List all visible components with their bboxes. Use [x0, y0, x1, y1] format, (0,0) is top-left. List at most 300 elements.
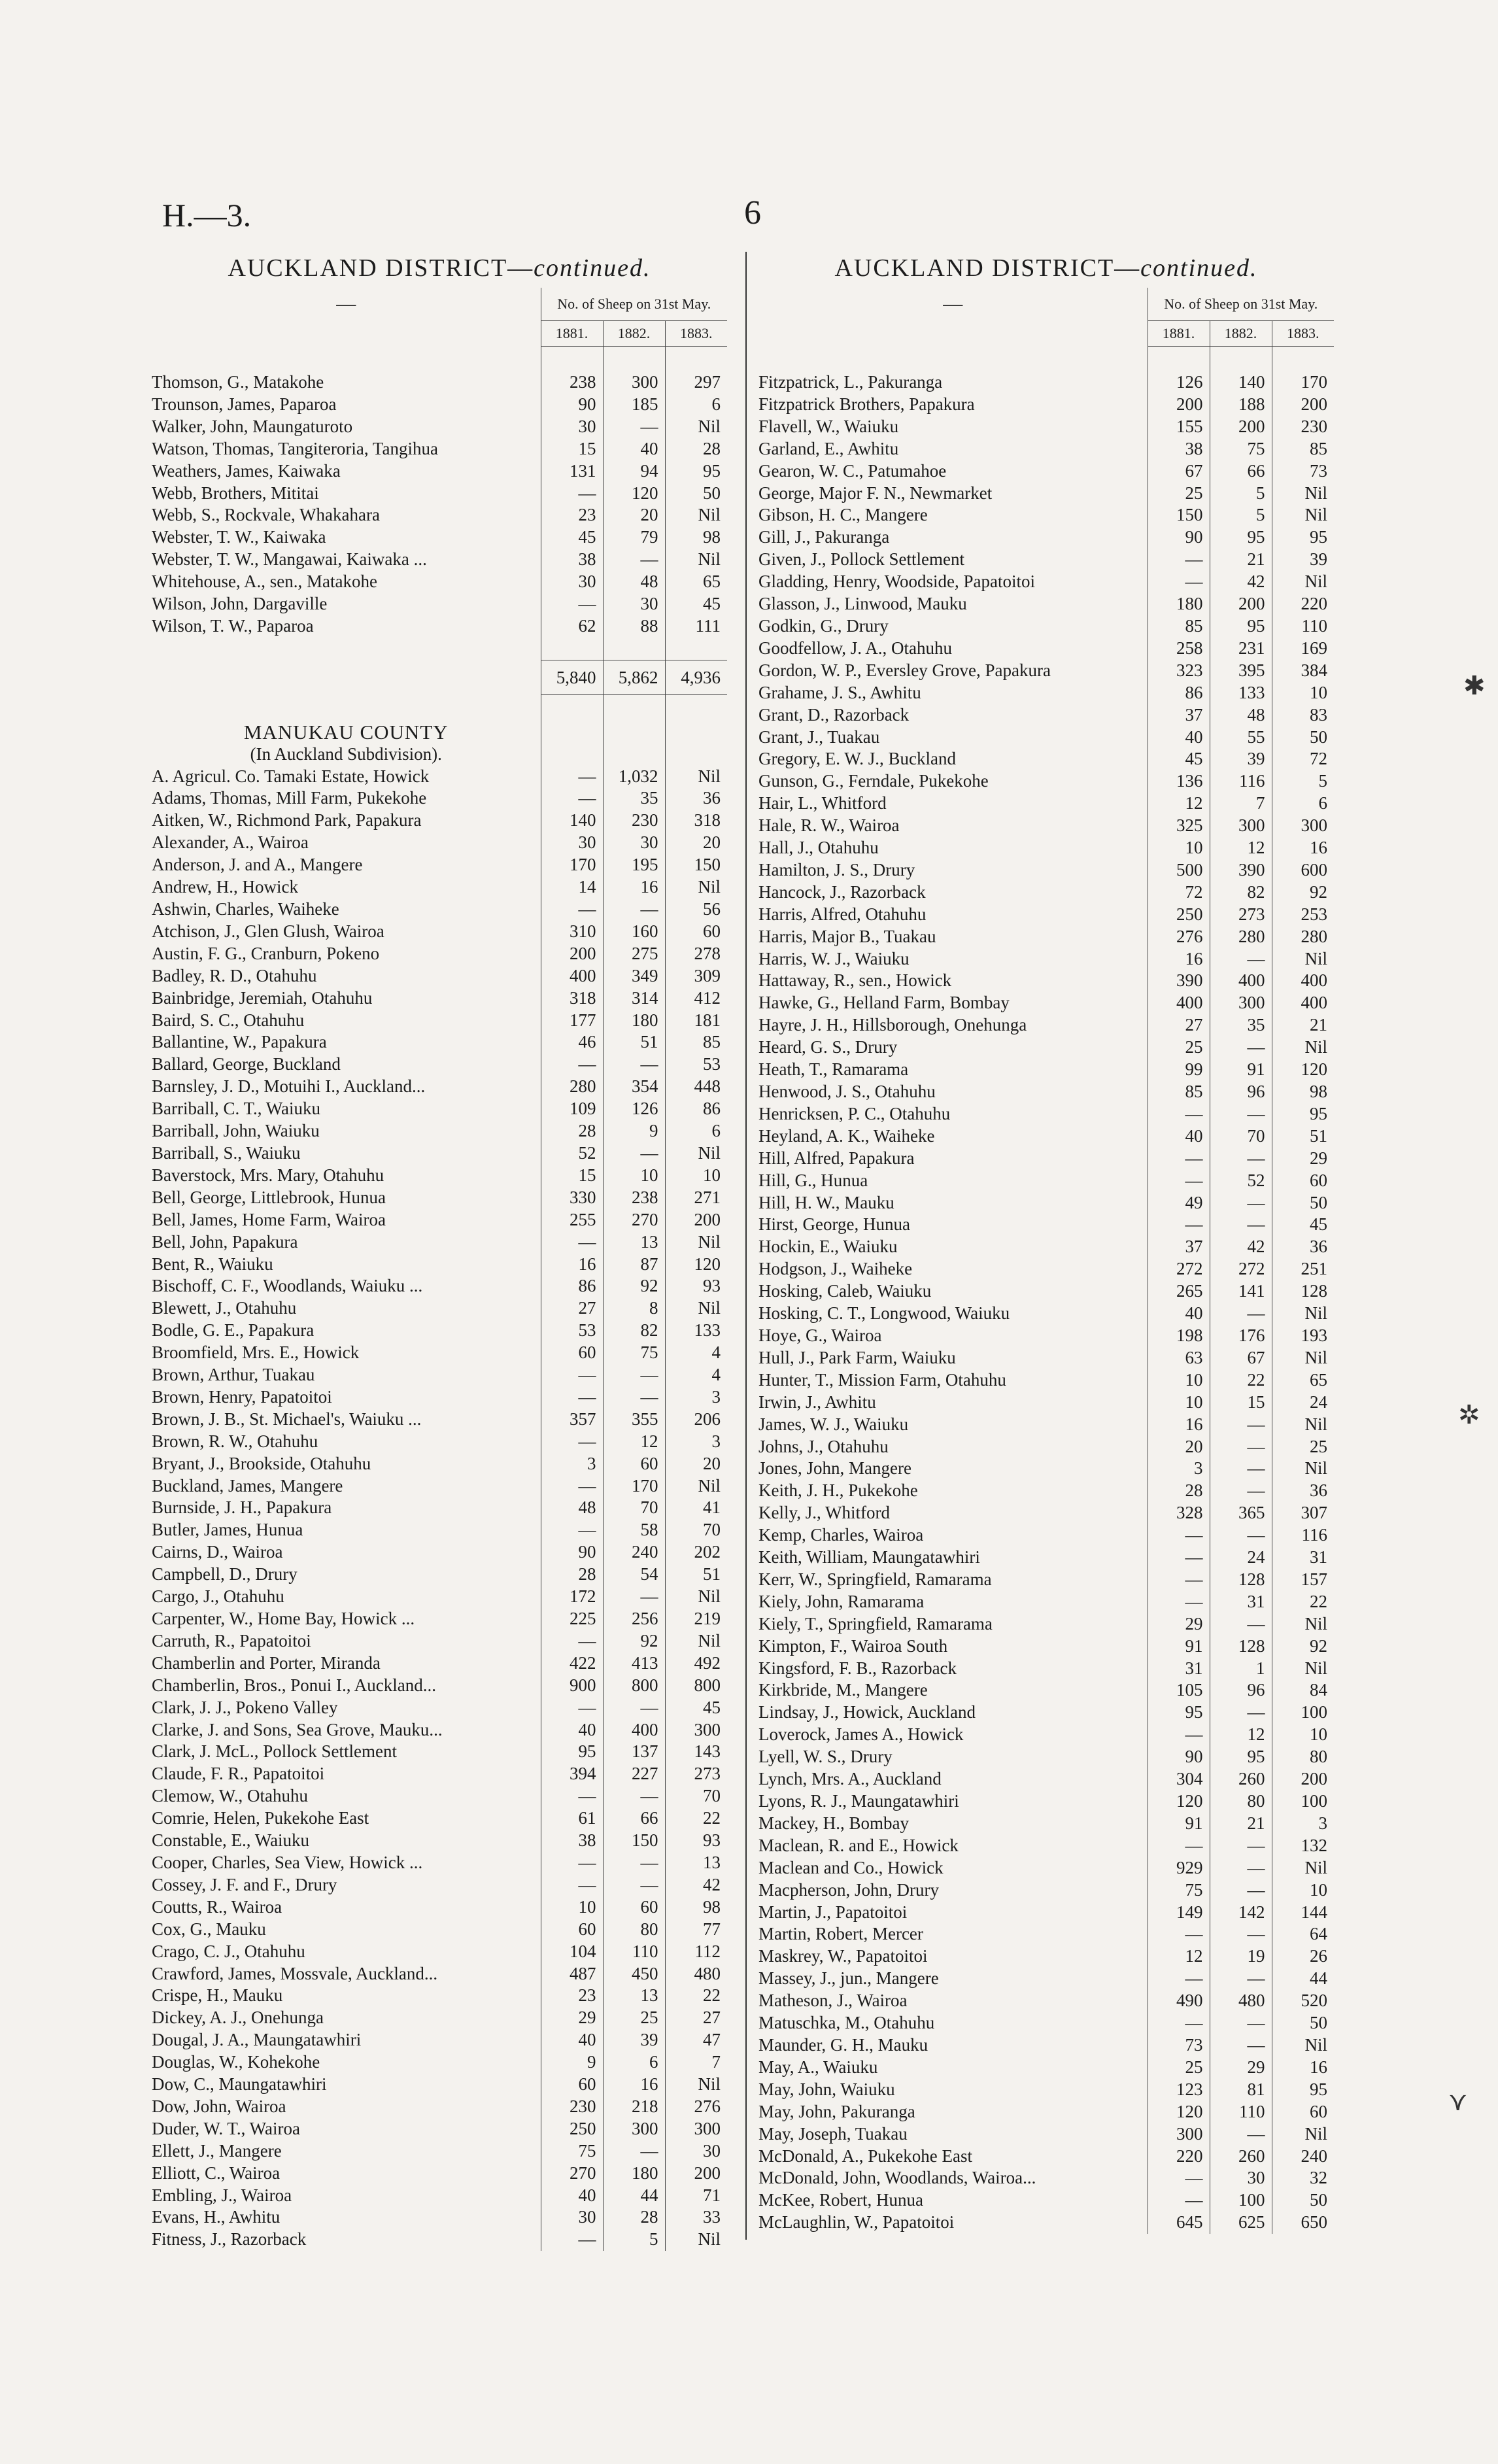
- table-row: [758, 1835, 1334, 1857]
- table-row: [758, 859, 1334, 881]
- sheep-count: 6: [1272, 793, 1334, 815]
- table-row: [758, 1258, 1334, 1280]
- owner-name: Trounson, James, Paparoa: [152, 394, 337, 414]
- sheep-count: —: [1148, 1835, 1210, 1857]
- owner-name: McDonald, A., Pukekohe East: [758, 2146, 972, 2166]
- owner-name: Cargo, J., Otahuhu: [152, 1586, 284, 1607]
- owner-name: Hockin, E., Waiuku: [758, 1237, 898, 1257]
- owner-name: Harris, Alfred, Otahuhu: [758, 904, 927, 924]
- owner-name: Dougal, J. A., Maungatawhiri: [152, 2030, 362, 2050]
- sheep-count: 15: [541, 1165, 603, 1187]
- owner-name: Irwin, J., Awhitu: [758, 1392, 876, 1412]
- sheep-count: 48: [541, 1497, 603, 1519]
- sheep-count: 95: [1272, 1103, 1334, 1125]
- sheep-count: 487: [541, 1963, 603, 1985]
- sheep-count: 141: [1210, 1280, 1272, 1303]
- table-row: [152, 1275, 727, 1297]
- sheep-count: —: [541, 1785, 603, 1807]
- sheep-count: —: [1210, 1036, 1272, 1059]
- sheep-count: Nil: [1272, 948, 1334, 970]
- table-row: [152, 1519, 727, 1541]
- right-column: [758, 248, 1334, 2234]
- owner-name: Clark, J. J., Pokeno Valley: [152, 1697, 338, 1717]
- sheep-count: —: [603, 1785, 665, 1807]
- sheep-count: 42: [665, 1874, 727, 1896]
- table-row: [152, 1941, 727, 1963]
- owner-name: Ellett, J., Mangere: [152, 2140, 282, 2161]
- owner-name: Crispe, H., Mauku: [152, 1985, 283, 2006]
- table-row: [152, 1187, 727, 1209]
- sheep-count: 490: [1148, 1990, 1210, 2012]
- sheep-count: 120: [1148, 2101, 1210, 2123]
- sheep-count: 95: [1272, 2079, 1334, 2101]
- owner-name: Jones, John, Mangere: [758, 1458, 911, 1479]
- table-row: [758, 992, 1334, 1014]
- sheep-count: 52: [1210, 1170, 1272, 1192]
- sheep-count: 600: [1272, 859, 1334, 881]
- owner-name: Martin, J., Papatoitoi: [758, 1902, 908, 1922]
- table-row: [758, 748, 1334, 770]
- sheep-count: —: [1210, 948, 1272, 970]
- sheep-count: 278: [665, 943, 727, 965]
- sheep-count: 230: [603, 810, 665, 832]
- sheep-count: 258: [1148, 638, 1210, 660]
- table-row: [758, 1436, 1334, 1458]
- sheep-count: 10: [1272, 682, 1334, 704]
- table-row: [758, 1790, 1334, 1813]
- sheep-count: 140: [1210, 371, 1272, 394]
- sheep-count: 180: [603, 1010, 665, 1032]
- owner-name: Lynch, Mrs. A., Auckland: [758, 1769, 942, 1789]
- sheep-count: 155: [1148, 416, 1210, 438]
- sheep-count: Nil: [665, 876, 727, 898]
- sheep-count: 3: [541, 1453, 603, 1475]
- sheep-count: 51: [1272, 1125, 1334, 1148]
- owner-name: A. Agricul. Co. Tamaki Estate, Howick: [152, 766, 430, 786]
- sheep-count: 112: [665, 1941, 727, 1963]
- sheep-count: 30: [541, 832, 603, 854]
- owner-name: Loverock, James A., Howick: [758, 1724, 964, 1745]
- sheep-count: 96: [1210, 1679, 1272, 1702]
- sheep-count: 300: [603, 2118, 665, 2140]
- table-row: [758, 704, 1334, 727]
- sheep-count: 240: [1272, 2146, 1334, 2168]
- table-row: [758, 1591, 1334, 1613]
- sheep-count: 13: [603, 1231, 665, 1254]
- sheep-count: 27: [665, 2007, 727, 2029]
- sheep-count: 35: [603, 787, 665, 810]
- sheep-count: 22: [1272, 1591, 1334, 1613]
- owner-name: Bell, George, Littlebrook, Hunua: [152, 1187, 386, 1207]
- sheep-count: 95: [1148, 1702, 1210, 1724]
- owner-name: Gunson, G., Ferndale, Pukekohe: [758, 771, 989, 791]
- owner-name: May, A., Waiuku: [758, 2057, 878, 2077]
- table-row: [152, 1453, 727, 1475]
- sheep-count: 520: [1272, 1990, 1334, 2012]
- sheep-count: —: [603, 416, 665, 438]
- table-row: [758, 1325, 1334, 1347]
- table-row: [152, 787, 727, 810]
- sheep-count: Nil: [665, 416, 727, 438]
- sheep-count: Nil: [1272, 1303, 1334, 1325]
- sheep-count: 65: [665, 571, 727, 593]
- table-row: [758, 1369, 1334, 1392]
- table-row: [758, 948, 1334, 970]
- sheep-count: 16: [541, 1254, 603, 1276]
- table-row: [758, 549, 1334, 571]
- sheep-count: 32: [1272, 2167, 1334, 2189]
- table-row: [758, 660, 1334, 682]
- table-row: [152, 921, 727, 943]
- sheep-count: 61: [541, 1807, 603, 1830]
- sheep-count: 86: [541, 1275, 603, 1297]
- sheep-count: Nil: [665, 2074, 727, 2096]
- owner-name: Austin, F. G., Cranburn, Pokeno: [152, 943, 380, 963]
- sheep-count: 67: [1210, 1347, 1272, 1369]
- sheep-count: 1,032: [603, 766, 665, 788]
- table-row: [758, 2146, 1334, 2168]
- sheep-count: 40: [1148, 1303, 1210, 1325]
- sheep-count: 52: [541, 1142, 603, 1165]
- owner-name: Matheson, J., Wairoa: [758, 1991, 908, 2011]
- sheep-count: 12: [603, 1431, 665, 1453]
- table-row: [152, 1852, 727, 1874]
- table-row: [758, 1103, 1334, 1125]
- sheep-count: 116: [1210, 770, 1272, 793]
- sheep-count: 300: [1210, 992, 1272, 1014]
- sheep-count: —: [1210, 1968, 1272, 1990]
- owner-name: Carruth, R., Papatoitoi: [152, 1630, 311, 1651]
- sheep-count: 29: [1148, 1613, 1210, 1635]
- sheep-count: —: [541, 1630, 603, 1652]
- sheep-count: 200: [1148, 394, 1210, 416]
- sheep-count: 227: [603, 1763, 665, 1785]
- owner-name: Barriball, C. T., Waiuku: [152, 1099, 321, 1119]
- owner-name: Hancock, J., Razorback: [758, 881, 926, 902]
- owner-name: Matuschka, M., Otahuhu: [758, 2013, 935, 2033]
- sheep-count: 800: [665, 1675, 727, 1697]
- sheep-count: 448: [665, 1076, 727, 1098]
- sheep-count: 180: [1148, 593, 1210, 615]
- owner-name: Webb, Brothers, Mititai: [152, 483, 319, 503]
- owner-name: Kimpton, F., Wairoa South: [758, 1635, 948, 1656]
- table-row: [152, 526, 727, 549]
- sheep-count: —: [1148, 1524, 1210, 1547]
- table-row: [152, 1320, 727, 1342]
- table-row: [758, 815, 1334, 837]
- sheep-count: 800: [603, 1675, 665, 1697]
- year-header: 1881.: [1148, 321, 1210, 347]
- sheep-count: —: [1210, 1214, 1272, 1236]
- owner-name: Gregory, E. W. J., Buckland: [758, 749, 956, 769]
- sheep-count: 142: [1210, 1902, 1272, 1924]
- table-row: [152, 1431, 727, 1453]
- sheep-count: Nil: [1272, 2123, 1334, 2146]
- sheep-count: 50: [1272, 727, 1334, 749]
- sheep-count: 3: [665, 1431, 727, 1453]
- table-row: [152, 438, 727, 460]
- owner-name: Martin, Robert, Mercer: [758, 1924, 923, 1944]
- sheep-count: 12: [1148, 793, 1210, 815]
- sheep-count: 70: [665, 1785, 727, 1807]
- sheep-count: 8: [603, 1297, 665, 1320]
- sheep-count: 273: [1210, 904, 1272, 926]
- table-row: [152, 1076, 727, 1098]
- sheep-count: —: [603, 1053, 665, 1076]
- owner-name: Harris, Major B., Tuakau: [758, 926, 936, 946]
- table-row: [758, 504, 1334, 526]
- table-row: [758, 615, 1334, 638]
- sheep-count: 5: [603, 2229, 665, 2251]
- sheep-count: —: [1210, 1923, 1272, 1945]
- sheep-count: 150: [665, 854, 727, 876]
- sheep-count: 50: [1272, 2189, 1334, 2212]
- sheep-count: 255: [541, 1209, 603, 1231]
- sheep-count: 88: [603, 615, 665, 638]
- sheep-count: 149: [1148, 1902, 1210, 1924]
- sheep-count: 71: [665, 2185, 727, 2207]
- table-row: [758, 970, 1334, 992]
- sheep-count: —: [1148, 549, 1210, 571]
- sheep-count: Nil: [1272, 571, 1334, 593]
- sheep-table-left: [152, 288, 727, 2251]
- sheep-count: 300: [603, 371, 665, 394]
- sheep-count: 95: [1210, 1746, 1272, 1768]
- table-row: [152, 371, 727, 394]
- sheep-count: 90: [1148, 1746, 1210, 1768]
- table-row: [152, 876, 727, 898]
- owner-name: Gibson, H. C., Mangere: [758, 505, 928, 525]
- sheep-count: 82: [1210, 881, 1272, 904]
- sheep-count: 21: [1272, 1014, 1334, 1036]
- table-row: [758, 1613, 1334, 1635]
- owner-name: Henricksen, P. C., Otahuhu: [758, 1103, 951, 1123]
- owner-name: Baird, S. C., Otahuhu: [152, 1010, 305, 1030]
- sheep-count: Nil: [665, 549, 727, 571]
- table-row: [758, 2079, 1334, 2101]
- sheep-count: 80: [1210, 1790, 1272, 1813]
- owner-name: Kirkbride, M., Mangere: [758, 1680, 928, 1700]
- sheep-count: 10: [603, 1165, 665, 1187]
- sheep-count: 56: [665, 898, 727, 921]
- sheep-count: 10: [1272, 1724, 1334, 1746]
- sheep-count: 280: [1272, 926, 1334, 948]
- owner-name: Thomson, G., Matakohe: [152, 372, 324, 392]
- sheep-count: 27: [1148, 1014, 1210, 1036]
- owner-name: Clemow, W., Otahuhu: [152, 1786, 308, 1806]
- sheep-count: 87: [603, 1254, 665, 1276]
- sheep-count: Nil: [1272, 1613, 1334, 1635]
- district-title: AUCKLAND DISTRICT—continued.: [228, 254, 651, 282]
- table-row: [152, 1541, 727, 1564]
- sheep-count: 170: [1272, 371, 1334, 394]
- sheep-count: —: [1148, 1148, 1210, 1170]
- sheep-count: 265: [1148, 1280, 1210, 1303]
- table-row: [758, 1990, 1334, 2012]
- table-row: [758, 1524, 1334, 1547]
- owner-name: Gearon, W. C., Patumahoe: [758, 460, 947, 481]
- sheep-count: —: [541, 787, 603, 810]
- sheep-count: 7: [665, 2051, 727, 2074]
- column-divider: [745, 252, 747, 2240]
- margin-mark: ✱: [1463, 671, 1486, 700]
- sheep-count: 188: [1210, 394, 1272, 416]
- owner-name: Kelly, J., Whitford: [758, 1503, 890, 1523]
- sheep-count: 280: [541, 1076, 603, 1098]
- table-row: [758, 438, 1334, 460]
- sheep-count: 144: [1272, 1902, 1334, 1924]
- sheep-count: 45: [1148, 748, 1210, 770]
- owner-name: Glasson, J., Linwood, Mauku: [758, 594, 967, 614]
- sheep-count: 66: [603, 1807, 665, 1830]
- sheep-count: —: [603, 1142, 665, 1165]
- sheep-count: —: [1148, 1170, 1210, 1192]
- table-row: [758, 593, 1334, 615]
- sheep-count: —: [1210, 1480, 1272, 1502]
- table-row: [152, 1985, 727, 2007]
- sheep-count: 225: [541, 1608, 603, 1630]
- table-row: [152, 1874, 727, 1896]
- sheep-count: 136: [1148, 770, 1210, 793]
- sheep-count: 21: [1210, 1813, 1272, 1835]
- sheep-count: 5: [1210, 483, 1272, 505]
- sheep-count: 91: [1210, 1059, 1272, 1081]
- sheep-count: 100: [1272, 1790, 1334, 1813]
- sheep-count: Nil: [665, 1630, 727, 1652]
- owner-name: Clark, J. McL., Pollock Settlement: [152, 1741, 397, 1762]
- sheep-count: 400: [603, 1719, 665, 1741]
- sheep-count: 16: [1272, 2057, 1334, 2079]
- sheep-count: 28: [1148, 1480, 1210, 1502]
- sheep-count: 75: [603, 1342, 665, 1364]
- sheep-count: —: [541, 766, 603, 788]
- sheep-count: 60: [541, 1342, 603, 1364]
- sheep-count: 63: [1148, 1347, 1210, 1369]
- sheep-count: 500: [1148, 859, 1210, 881]
- table-row: [758, 1968, 1334, 1990]
- table-row: [152, 2051, 727, 2074]
- sheep-count: —: [1210, 1524, 1272, 1547]
- sheep-count: 150: [603, 1830, 665, 1852]
- sheep-count: 65: [1272, 1369, 1334, 1392]
- sheep-count: 300: [1148, 2123, 1210, 2146]
- table-row: [758, 1768, 1334, 1790]
- owner-name: Hosking, C. T., Longwood, Waiuku: [758, 1303, 1010, 1324]
- sheep-count: 82: [603, 1320, 665, 1342]
- table-row: [152, 2118, 727, 2140]
- sheep-count: 22: [665, 1807, 727, 1830]
- sheep-count: 276: [1148, 926, 1210, 948]
- owner-name: Hill, Alfred, Papakura: [758, 1148, 915, 1168]
- sheep-count: Nil: [665, 1475, 727, 1497]
- sheep-count: 39: [1272, 549, 1334, 571]
- header-dash: —: [336, 293, 356, 315]
- sheep-count: 91: [1148, 1635, 1210, 1658]
- table-row: [758, 1192, 1334, 1214]
- sheep-count: 30: [541, 571, 603, 593]
- owner-name: Lindsay, J., Howick, Auckland: [758, 1702, 976, 1722]
- sheep-count: 96: [1210, 1081, 1272, 1103]
- county-subtitle: (In Auckland Subdivision).: [250, 744, 442, 764]
- table-row: [152, 1564, 727, 1586]
- owner-name: Walker, John, Maungaturoto: [152, 416, 353, 436]
- year-header: 1883.: [665, 321, 727, 347]
- sheep-count: 357: [541, 1409, 603, 1431]
- table-row: [758, 1148, 1334, 1170]
- table-row: [758, 1702, 1334, 1724]
- column-group-header: No. of Sheep on 31st May.: [1148, 288, 1334, 321]
- owner-name: Adams, Thomas, Mill Farm, Pukekohe: [152, 788, 427, 808]
- sheep-count: —: [1210, 1192, 1272, 1214]
- sheep-count: 172: [541, 1586, 603, 1608]
- table-row: [152, 1165, 727, 1187]
- table-row: [758, 2189, 1334, 2212]
- owner-name: Fitzpatrick Brothers, Papakura: [758, 394, 975, 414]
- table-row: [152, 1830, 727, 1852]
- table-row: [152, 1586, 727, 1608]
- sheep-count: 116: [1272, 1524, 1334, 1547]
- owner-name: Heard, G. S., Drury: [758, 1037, 898, 1057]
- sheep-count: 310: [541, 921, 603, 943]
- sheep-count: —: [541, 483, 603, 505]
- owner-name: Broomfield, Mrs. E., Howick: [152, 1343, 360, 1363]
- sheep-count: 128: [1210, 1569, 1272, 1591]
- sheep-count: 40: [603, 438, 665, 460]
- sheep-count: —: [603, 549, 665, 571]
- sheep-count: 120: [1272, 1059, 1334, 1081]
- owner-name: Anderson, J. and A., Mangere: [152, 855, 363, 875]
- sheep-count: 111: [665, 615, 727, 638]
- sheep-count: 230: [541, 2096, 603, 2118]
- owner-name: Constable, E., Waiuku: [152, 1830, 310, 1851]
- owner-name: Brown, R. W., Otahuhu: [152, 1431, 318, 1451]
- owner-name: McLaughlin, W., Papatoitoi: [758, 2212, 955, 2233]
- sheep-count: 9: [541, 2051, 603, 2074]
- sheep-count: 13: [603, 1985, 665, 2007]
- sheep-count: 10: [1148, 1392, 1210, 1414]
- owner-name: Maunder, G. H., Mauku: [758, 2034, 928, 2055]
- sheep-count: —: [603, 1386, 665, 1409]
- sheep-count: 650: [1272, 2212, 1334, 2234]
- sheep-count: 75: [541, 2140, 603, 2163]
- margin-mark: ✲: [1458, 1400, 1480, 1429]
- owner-name: Hayre, J. H., Hillsborough, Onehunga: [758, 1015, 1027, 1035]
- sheep-count: —: [603, 1852, 665, 1874]
- owner-name: Elliott, C., Wairoa: [152, 2163, 281, 2183]
- sheep-count: 29: [1210, 2057, 1272, 2079]
- sheep-count: 55: [1210, 727, 1272, 749]
- owner-name: Cossey, J. F. and F., Drury: [152, 1874, 337, 1894]
- sheep-count: 38: [1148, 438, 1210, 460]
- sheep-count: —: [1210, 1879, 1272, 1902]
- table-row: [152, 965, 727, 987]
- owner-name: Gordon, W. P., Eversley Grove, Papakura: [758, 660, 1051, 680]
- sheep-count: —: [603, 1364, 665, 1386]
- sheep-count: 23: [541, 504, 603, 526]
- sheep-count: 253: [1272, 904, 1334, 926]
- owner-name: Burnside, J. H., Papakura: [152, 1497, 332, 1518]
- year-header: 1883.: [1272, 321, 1334, 347]
- sheep-count: —: [1210, 1702, 1272, 1724]
- sheep-count: 120: [665, 1254, 727, 1276]
- sheep-count: 250: [1148, 904, 1210, 926]
- sheep-count: 91: [1148, 1813, 1210, 1835]
- owner-name: Hoye, G., Wairoa: [758, 1325, 882, 1345]
- sheep-count: Nil: [665, 1586, 727, 1608]
- sheep-count: 72: [1272, 748, 1334, 770]
- owner-name: Comrie, Helen, Pukekohe East: [152, 1808, 369, 1828]
- sheep-count: 28: [665, 438, 727, 460]
